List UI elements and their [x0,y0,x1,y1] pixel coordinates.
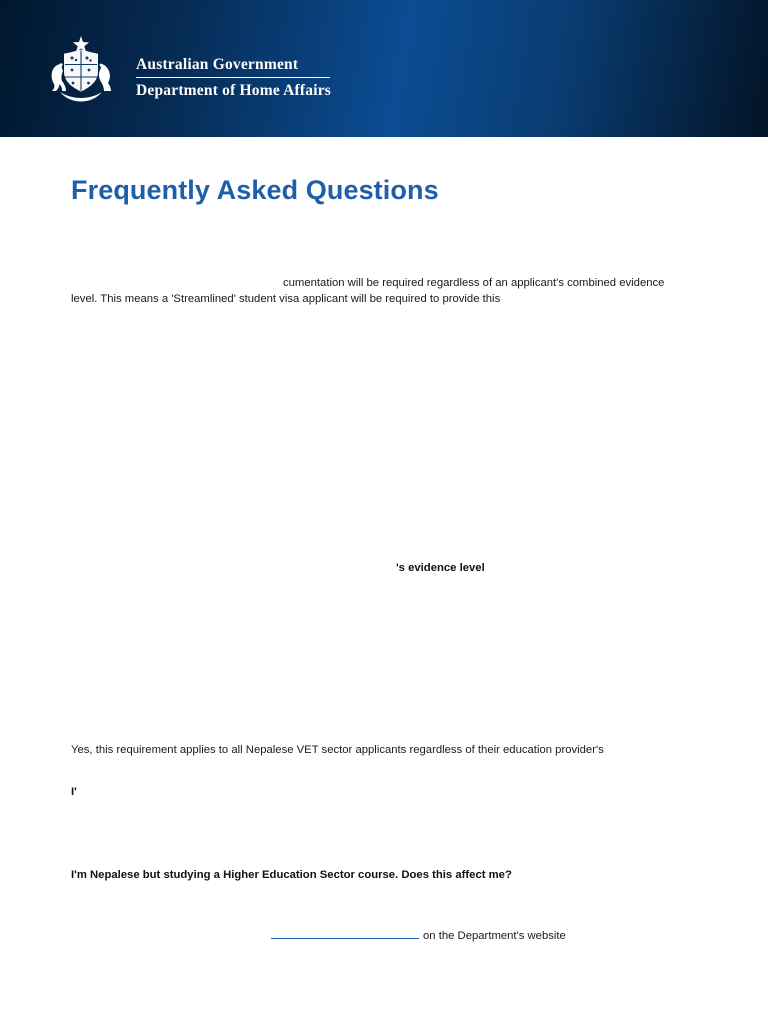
question-heading-higher-education: I'm Nepalese but studying a Higher Education Sector course. Does this affect me? [71,869,512,881]
government-name: Australian Government [136,56,299,73]
department-website-link[interactable] [271,925,419,939]
coat-of-arms-icon [40,34,122,106]
website-reference-text: on the Department's website [423,930,566,942]
website-reference-line [271,925,566,942]
government-lockup [136,56,356,100]
page-footer-band [0,962,768,1024]
fragment-evidence-level: 's evidence level [396,562,485,574]
paragraph-evidence-level: cumentation will be required regardless of an applicant's combined evidence level. This means a 'Streamlined' student visa applicant will be required to provide this [71,277,665,305]
page-header-band [0,0,768,137]
paragraph-nepalese-vet: Yes, this requirement applies to all Nepalese VET sector applicants regardless of their education provider's [71,744,604,757]
lockup-divider [136,77,330,78]
page-title: Frequently Asked Questions [71,175,439,206]
fragment-orphan: I' [71,786,77,798]
department-name: Department of Home Affairs [136,82,332,99]
